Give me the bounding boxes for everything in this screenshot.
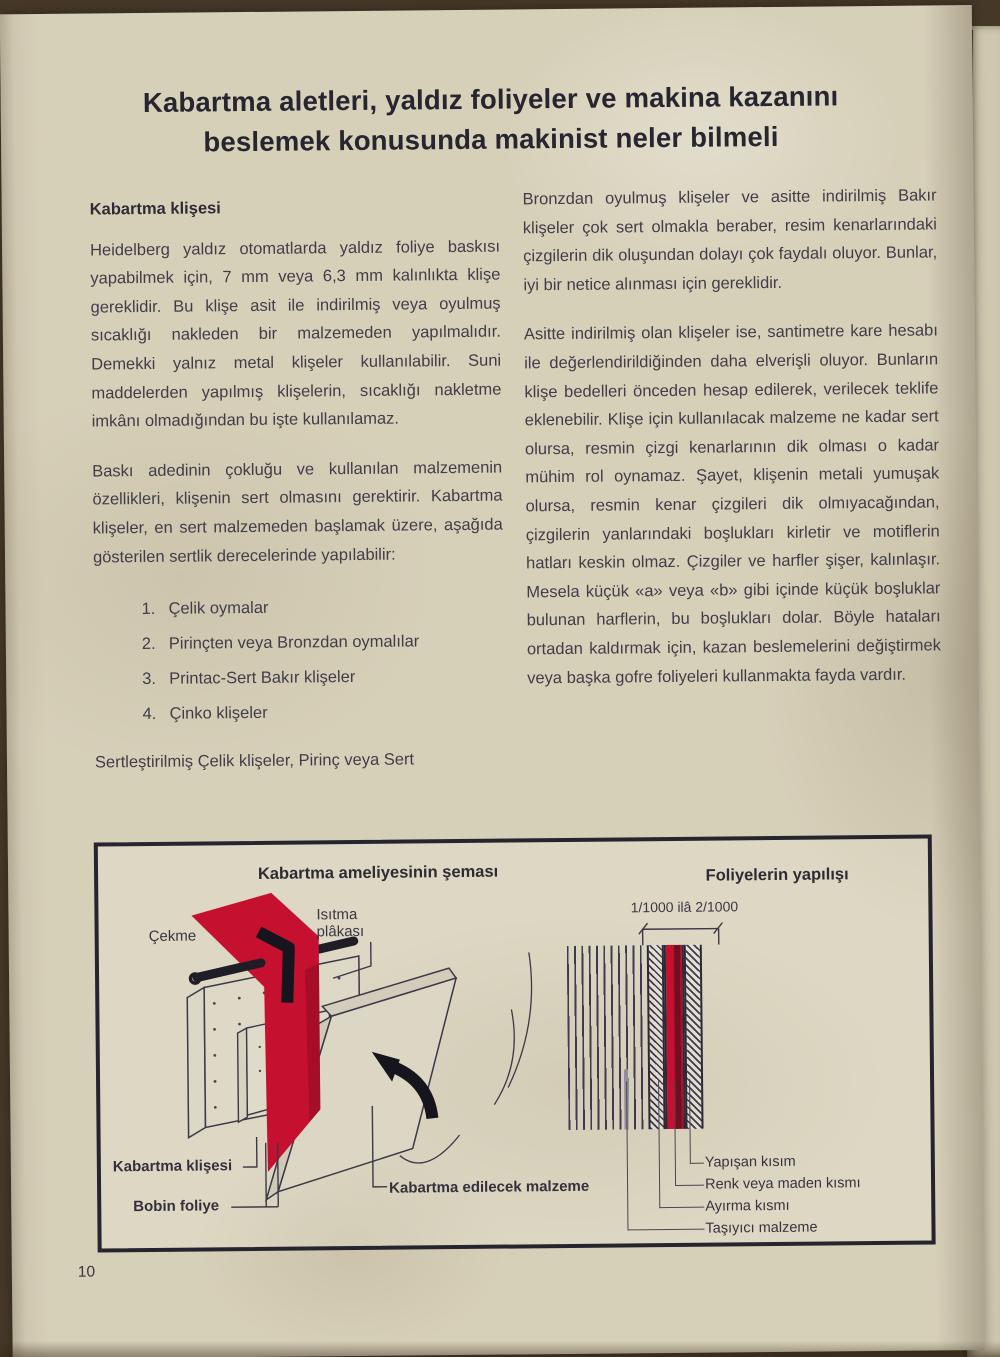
list-text: Pirinçten veya Bronzdan oymalılar	[168, 632, 420, 653]
list-text: Printac-Sert Bakır klişeler	[169, 668, 356, 688]
dimension-label: 1/1000 ilâ 2/1000	[630, 898, 739, 916]
list-number: 4.	[142, 705, 157, 724]
figure-right-title: Foliyelerin yapılışı	[705, 865, 849, 885]
list-number: 1.	[141, 600, 156, 619]
paragraph: Bronzdan oyulmuş klişeler ve asitte indirilmiş Bakır klişeler çok sert olmakla beraber, resim kenarlarındaki çizgilerin dik oluşundan dolayı çok faydalı oluyor. Bunlar, iyi bir netice alınması için gereklidir.	[522, 186, 938, 295]
paragraph: Asitte indirilmiş olan klişeler ise, santimetre kare hesabı ile değerlendirildiğinden daha elverişli oluyor. Bunların klişe bedelleri önceden hesap edilerek, verilecek teklife eklenebilir. Klişe için kullanılacak malzeme ne kadar sert olursa, resmin çizgi kenarlarının dik olması o kadar mühim rol oynamaz. Şayet, klişenin metali yumuşak olursa, resmin kenar çizgileri dik olmıyacağından, çizgilerin yanlarındaki boşlukları kirletir ve motiflerin hatları keskin olmaz. Çizgiler ve harfler şişer, kalınlaşır. Mesela küçük «a» veya «b» gibi içinde küçük boşluklar bulunan harflerin, bu boşlukları dolar. Böyle hataları ortadan kaldırmak için, kazan beslemelerini değiştirmek veya başka gofre foliyeleri kullanmakta fayda vardır.	[523, 321, 941, 687]
right-column	[522, 181, 941, 692]
page-title	[50, 75, 931, 163]
leader-tasiyici	[626, 1081, 704, 1231]
page	[0, 5, 985, 1357]
hardness-list	[141, 589, 504, 732]
figure-box	[94, 834, 936, 1252]
label-renk-veya-maden-kismi: Renk veya maden kısmı	[704, 1175, 861, 1193]
label-kabartma-edilecek-malzeme: Kabartma edilecek malzeme	[389, 1177, 590, 1197]
label-ayirma-kismi: Ayırma kısmı	[705, 1197, 790, 1215]
page-title-line1: Kabartma aletleri, yaldız foliyeler ve makina kazanını	[142, 80, 839, 119]
paragraph: Sertleştirilmiş Çelik klişeler, Pirinç veya Sert	[94, 750, 415, 772]
paragraph: Heidelberg yaldız otomatlarda yaldız foliye baskısı yapabilmek için, 7 mm veya 6,3 mm kalınlıkta klişe gereklidir. Bu klişe asit ile indirilmiş veya oyulmuş sıcaklığı nakleden bir malzemeden yapılmalıdır. Demekki yalnız metal klişeler kullanılabilir. Suni maddelerden yapılmış klişelerin, sıcaklığı nakletme imkânı olmadığından bu işte kullanılamaz.	[89, 237, 502, 431]
section-heading: Kabartma klişesi	[89, 199, 221, 219]
dimension-line	[638, 914, 722, 947]
label-isitma-line2: plâkası	[316, 922, 365, 941]
label-kabartma-klisesi: Kabartma klişesi	[112, 1157, 233, 1176]
left-column	[90, 192, 506, 778]
list-item	[142, 694, 504, 732]
list-text: Çelik oymalar	[168, 598, 269, 618]
label-tasiyici-malzeme: Taşıyıcı malzeme	[705, 1219, 818, 1237]
scan-bottom-shadow	[0, 1341, 1000, 1357]
page-title-line2: beslemek konusunda makinist neler bilmeli	[203, 120, 779, 158]
paragraph: Baskı adedinin çokluğu ve kullanılan malzemenin özellikleri, klişenin sert olmasını gerektirir. Kabartma klişeler, en sert malzemeden başlamak üzere, aşağıda gösterilen sertlik derecelerinde yapılabilir:	[92, 458, 503, 567]
list-item	[141, 589, 503, 627]
list-item	[142, 624, 504, 662]
list-item	[142, 659, 504, 697]
label-bobin-foliye: Bobin foliye	[133, 1197, 220, 1216]
label-yapisan-kisim: Yapışan kısım	[704, 1153, 796, 1171]
list-number: 3.	[142, 670, 157, 689]
label-cekme: Çekme	[148, 927, 197, 945]
label-isitma-line1: Isıtma	[316, 905, 358, 924]
figure-left-title: Kabartma ameliyesinin şeması	[257, 862, 499, 883]
page-number: 10	[77, 1263, 96, 1281]
list-number: 2.	[141, 635, 156, 654]
list-text: Çinko klişeler	[169, 703, 268, 723]
label-isitma-plakasi	[316, 906, 364, 940]
